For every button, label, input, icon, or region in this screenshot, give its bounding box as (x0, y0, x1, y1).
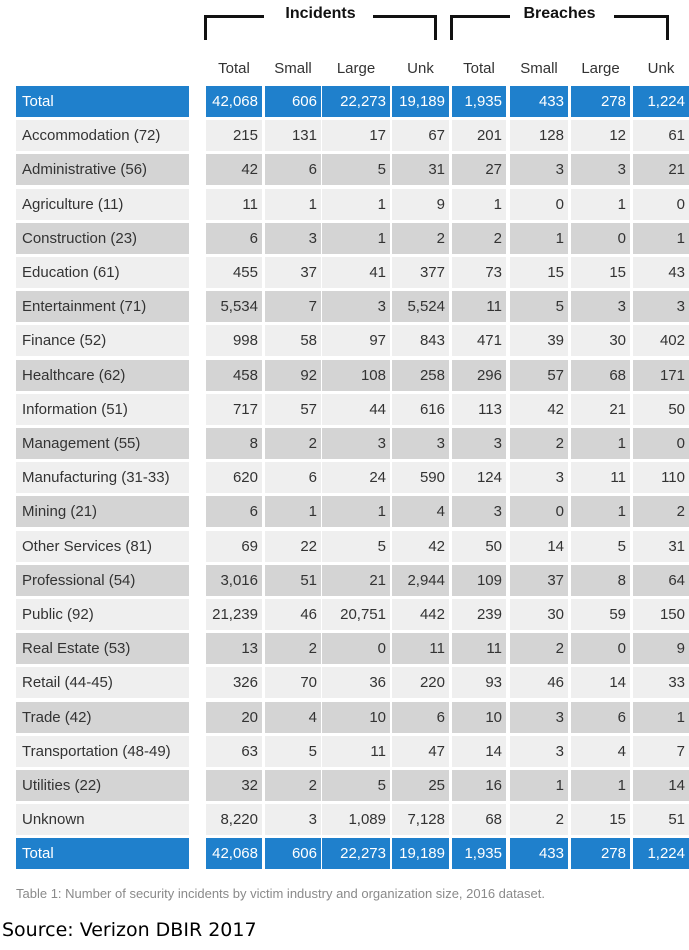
table-cell: 1 (265, 189, 321, 220)
table-cell: 1 (510, 223, 568, 254)
table-cell: 0 (571, 633, 630, 664)
column-header: Small (274, 60, 312, 77)
table-cell: 6 (571, 702, 630, 733)
table-cell: 3 (633, 291, 689, 322)
row-label: Trade (42) (16, 702, 189, 733)
row-label: Agriculture (11) (16, 189, 189, 220)
table-cell: 44 (322, 394, 390, 425)
table-cell: 455 (206, 257, 262, 288)
table-cell: 2 (510, 804, 568, 835)
table-cell: 16 (452, 770, 506, 801)
table-cell: 46 (265, 599, 321, 630)
table-cell: 3 (510, 154, 568, 185)
table-cell: 3 (571, 291, 630, 322)
table-cell: 3 (322, 291, 390, 322)
table-cell: 47 (392, 736, 449, 767)
table-cell: 998 (206, 325, 262, 356)
table-cell: 11 (206, 189, 262, 220)
incidents-group-header (204, 0, 437, 40)
row-label: Construction (23) (16, 223, 189, 254)
table-cell: 0 (322, 633, 390, 664)
table-cell: 64 (633, 565, 689, 596)
row-label: Total (16, 838, 189, 869)
table-cell: 43 (633, 257, 689, 288)
table-cell: 32 (206, 770, 262, 801)
table-cell: 442 (392, 599, 449, 630)
table-cell: 15 (571, 257, 630, 288)
bracket-line-right (373, 15, 437, 18)
table-cell: 22 (265, 531, 321, 562)
table-cell: 12 (571, 120, 630, 151)
table-cell: 717 (206, 394, 262, 425)
table-cell: 31 (392, 154, 449, 185)
table-cell: 25 (392, 770, 449, 801)
table-cell: 30 (510, 599, 568, 630)
row-label: Finance (52) (16, 325, 189, 356)
row-label: Transportation (48-49) (16, 736, 189, 767)
table-cell: 258 (392, 360, 449, 391)
table-cell: 0 (633, 189, 689, 220)
column-header: Total (218, 60, 250, 77)
table-cell: 620 (206, 462, 262, 493)
table-cell: 1,224 (633, 838, 689, 869)
table-cell: 3 (322, 428, 390, 459)
table-cell: 1 (571, 428, 630, 459)
table-cell: 278 (571, 86, 630, 117)
table-cell: 15 (510, 257, 568, 288)
table-cell: 843 (392, 325, 449, 356)
table-cell: 42,068 (206, 838, 262, 869)
table-cell: 21 (633, 154, 689, 185)
row-label: Manufacturing (31-33) (16, 462, 189, 493)
table-cell: 131 (265, 120, 321, 151)
table-cell: 3 (510, 702, 568, 733)
table-cell: 124 (452, 462, 506, 493)
table-cell: 67 (392, 120, 449, 151)
table-cell: 1 (571, 496, 630, 527)
row-label: Utilities (22) (16, 770, 189, 801)
table-cell: 2 (633, 496, 689, 527)
table-cell: 68 (452, 804, 506, 835)
table-cell: 8 (571, 565, 630, 596)
column-header: Small (520, 60, 558, 77)
table-cell: 42 (206, 154, 262, 185)
row-label: Retail (44-45) (16, 667, 189, 698)
table-cell: 36 (322, 667, 390, 698)
row-label: Education (61) (16, 257, 189, 288)
table-cell: 110 (633, 462, 689, 493)
table-cell: 1,089 (322, 804, 390, 835)
table-cell: 433 (510, 838, 568, 869)
table-cell: 7,128 (392, 804, 449, 835)
table-cell: 4 (571, 736, 630, 767)
table-cell: 6 (265, 154, 321, 185)
table-cell: 15 (571, 804, 630, 835)
table-cell: 63 (206, 736, 262, 767)
table-cell: 8,220 (206, 804, 262, 835)
table-cell: 1 (265, 496, 321, 527)
table-cell: 37 (510, 565, 568, 596)
table-cell: 24 (322, 462, 390, 493)
table-cell: 3 (392, 428, 449, 459)
table-cell: 5 (510, 291, 568, 322)
row-label: Administrative (56) (16, 154, 189, 185)
table-cell: 20 (206, 702, 262, 733)
table-cell: 0 (633, 428, 689, 459)
table-cell: 5 (322, 770, 390, 801)
table-cell: 14 (510, 531, 568, 562)
table-cell: 51 (633, 804, 689, 835)
column-header: Large (581, 60, 620, 77)
row-label: Healthcare (62) (16, 360, 189, 391)
table-cell: 5,534 (206, 291, 262, 322)
table-cell: 21,239 (206, 599, 262, 630)
table-cell: 2 (452, 223, 506, 254)
table-cell: 9 (633, 633, 689, 664)
table-cell: 14 (452, 736, 506, 767)
table-cell: 21 (322, 565, 390, 596)
table-cell: 11 (452, 291, 506, 322)
table-cell: 1 (633, 223, 689, 254)
breaches-title: Breaches (523, 5, 596, 22)
table-cell: 1 (510, 770, 568, 801)
row-label: Real Estate (53) (16, 633, 189, 664)
row-label: Other Services (81) (16, 531, 189, 562)
table-cell: 0 (510, 189, 568, 220)
table-cell: 3,016 (206, 565, 262, 596)
table-cell: 2 (392, 223, 449, 254)
table-cell: 50 (633, 394, 689, 425)
table-cell: 3 (265, 223, 321, 254)
column-header: Unk (647, 60, 675, 77)
table-cell: 7 (633, 736, 689, 767)
table-cell: 51 (265, 565, 321, 596)
table-cell: 113 (452, 394, 506, 425)
table-cell: 402 (633, 325, 689, 356)
table-cell: 5 (322, 531, 390, 562)
table-cell: 73 (452, 257, 506, 288)
table-cell: 1 (571, 770, 630, 801)
table-cell: 0 (571, 223, 630, 254)
table-cell: 41 (322, 257, 390, 288)
row-label: Mining (21) (16, 496, 189, 527)
table-cell: 39 (510, 325, 568, 356)
table-cell: 2 (265, 428, 321, 459)
bracket-right (434, 15, 437, 40)
table-cell: 150 (633, 599, 689, 630)
bracket-right (666, 15, 669, 40)
table-cell: 37 (265, 257, 321, 288)
table-cell: 3 (510, 736, 568, 767)
table-cell: 1 (322, 189, 390, 220)
column-header: Total (463, 60, 495, 77)
table-cell: 42 (510, 394, 568, 425)
table-cell: 2 (265, 633, 321, 664)
row-label: Information (51) (16, 394, 189, 425)
table-cell: 0 (510, 496, 568, 527)
table-cell: 377 (392, 257, 449, 288)
table-cell: 70 (265, 667, 321, 698)
table-cell: 21 (571, 394, 630, 425)
row-label: Entertainment (71) (16, 291, 189, 322)
table-cell: 42,068 (206, 86, 262, 117)
table-cell: 92 (265, 360, 321, 391)
row-label: Public (92) (16, 599, 189, 630)
incidents-title: Incidents (285, 5, 356, 22)
table-cell: 606 (265, 86, 321, 117)
table-cell: 5 (571, 531, 630, 562)
row-label: Professional (54) (16, 565, 189, 596)
table-cell: 220 (392, 667, 449, 698)
table-cell: 9 (392, 189, 449, 220)
table-cell: 109 (452, 565, 506, 596)
table-cell: 31 (633, 531, 689, 562)
table-cell: 22,273 (322, 838, 390, 869)
table-cell: 46 (510, 667, 568, 698)
table-cell: 42 (392, 531, 449, 562)
table-cell: 8 (206, 428, 262, 459)
table-cell: 17 (322, 120, 390, 151)
table-cell: 5,524 (392, 291, 449, 322)
table-cell: 11 (392, 633, 449, 664)
table-cell: 3 (265, 804, 321, 835)
table-cell: 2 (265, 770, 321, 801)
table-cell: 30 (571, 325, 630, 356)
table-cell: 590 (392, 462, 449, 493)
source-note: Source: Verizon DBIR 2017 (2, 919, 257, 941)
table-cell: 326 (206, 667, 262, 698)
table-cell: 59 (571, 599, 630, 630)
table-cell: 4 (392, 496, 449, 527)
row-label: Management (55) (16, 428, 189, 459)
table-cell: 14 (633, 770, 689, 801)
table-cell: 296 (452, 360, 506, 391)
table-cell: 239 (452, 599, 506, 630)
table-cell: 1 (452, 189, 506, 220)
table-cell: 1 (571, 189, 630, 220)
column-header: Large (336, 60, 376, 77)
table-cell: 11 (571, 462, 630, 493)
table-cell: 1,224 (633, 86, 689, 117)
table-cell: 616 (392, 394, 449, 425)
table-cell: 2 (510, 428, 568, 459)
row-label: Total (16, 86, 189, 117)
table-cell: 3 (571, 154, 630, 185)
table-cell: 458 (206, 360, 262, 391)
table-cell: 69 (206, 531, 262, 562)
table-cell: 50 (452, 531, 506, 562)
column-header: Unk (407, 60, 434, 77)
table-cell: 68 (571, 360, 630, 391)
table-cell: 433 (510, 86, 568, 117)
table-cell: 6 (206, 496, 262, 527)
row-label: Unknown (16, 804, 189, 835)
table-cell: 2 (510, 633, 568, 664)
table-cell: 57 (265, 394, 321, 425)
table-cell: 1 (322, 223, 390, 254)
table-cell: 201 (452, 120, 506, 151)
table-cell: 171 (633, 360, 689, 391)
table-cell: 3 (452, 496, 506, 527)
table-cell: 27 (452, 154, 506, 185)
table-cell: 1,935 (452, 86, 506, 117)
table-cell: 13 (206, 633, 262, 664)
table-cell: 6 (392, 702, 449, 733)
table-cell: 11 (452, 633, 506, 664)
table-caption: Table 1: Number of security incidents by victim industry and organization size, 2016 dataset. (16, 886, 545, 901)
table-cell: 6 (265, 462, 321, 493)
table-cell: 278 (571, 838, 630, 869)
table-cell: 215 (206, 120, 262, 151)
row-label: Accommodation (72) (16, 120, 189, 151)
table-cell: 128 (510, 120, 568, 151)
table-cell: 5 (322, 154, 390, 185)
table-cell: 6 (206, 223, 262, 254)
table-cell: 97 (322, 325, 390, 356)
table-cell: 33 (633, 667, 689, 698)
table-cell: 7 (265, 291, 321, 322)
table-cell: 3 (510, 462, 568, 493)
table-cell: 61 (633, 120, 689, 151)
bracket-line-right (614, 15, 669, 18)
table-cell: 22,273 (322, 86, 390, 117)
table-cell: 10 (452, 702, 506, 733)
breaches-group-header (450, 0, 669, 40)
table-cell: 10 (322, 702, 390, 733)
table-cell: 20,751 (322, 599, 390, 630)
table-cell: 471 (452, 325, 506, 356)
table-cell: 57 (510, 360, 568, 391)
table-cell: 1 (633, 702, 689, 733)
table-cell: 1 (322, 496, 390, 527)
table-cell: 1,935 (452, 838, 506, 869)
column-headers (0, 60, 681, 82)
table-cell: 58 (265, 325, 321, 356)
table-cell: 93 (452, 667, 506, 698)
table-cell: 606 (265, 838, 321, 869)
table-cell: 2,944 (392, 565, 449, 596)
table-cell: 11 (322, 736, 390, 767)
table-cell: 19,189 (392, 838, 449, 869)
table-cell: 3 (452, 428, 506, 459)
table-cell: 5 (265, 736, 321, 767)
table-cell: 14 (571, 667, 630, 698)
table-cell: 19,189 (392, 86, 449, 117)
table-cell: 4 (265, 702, 321, 733)
table-cell: 108 (322, 360, 390, 391)
